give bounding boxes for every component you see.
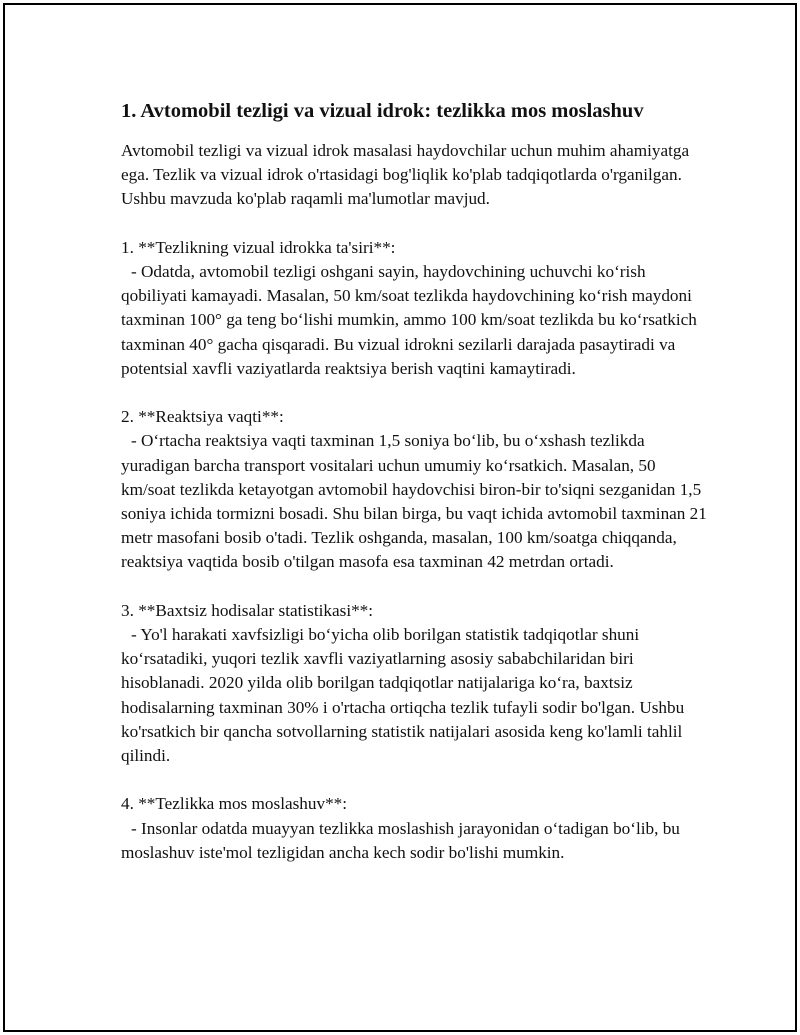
section-body-text: - O‘rtacha reaktsiya vaqti taxminan 1,5 soniya bo‘lib, bu o‘xshash tezlikda yuradigan barcha transport vositalari uchun umumiy ko‘rsatkich. Masalan, 50 km/soat tezlikda ketayotgan avtomobil haydovchisi biron-bir to'siqni sezganidan 1,5 soniya ichida tormizni bosadi. Shu bilan birga, bu vaqt ichida avtomobil taxminan 21 metr masofani bosib o'tadi. Tezlik oshganda, masalan, 100 km/soatga chiqqanda, reaktsiya vaqtida bosib o'tilgan masofa esa taxminan 42 metrdan ortadi. [121,431,707,572]
section-3 [121,599,711,768]
section-2 [121,405,711,574]
section-heading: 3. **Baxtsiz hodisalar statistikasi**: [121,600,374,620]
section-body-text: - Insonlar odatda muayyan tezlikka moslashish jarayonidan o‘tadigan bo‘lib, bu moslashuv iste'mol tezligidan ancha kech sodir bo'lishi mumkin. [121,818,680,862]
paragraph-gap [121,575,711,599]
paragraph-gap [121,381,711,405]
section-heading: 1. **Tezlikning vizual idrokka ta'siri**: [121,237,396,257]
section-4 [121,792,711,865]
section-body [121,429,711,574]
document-content [121,97,711,865]
section-body [121,260,711,381]
section-body [121,817,711,865]
section-body-text: - Odatda, avtomobil tezligi oshgani sayin, haydovchining uchuvchi ko‘rish qobiliyati kamayadi. Masalan, 50 km/soat tezlikda haydovchining ko‘rish maydoni taxminan 100° ga teng bo‘lishi mumkin, ammo 100 km/soat tezlikda bu ko‘rsatkich taxminan 40° gacha qisqaradi. Bu vizual idrokni sezilarli darajada pasaytiradi va potentsial xavfli vaziyatlarda reaktsiya berish vaqtini kamaytiradi. [121,262,697,378]
section-1 [121,236,711,381]
section-body [121,623,711,768]
section-heading: 2. **Reaktsiya vaqti**: [121,407,284,427]
document-title: 1. Avtomobil tezligi va vizual idrok: tezlikka mos moslashuv [121,100,644,122]
paragraph-gap [121,212,711,236]
section-heading: 4. **Tezlikka mos moslashuv**: [121,794,348,814]
intro-paragraph: Avtomobil tezligi va vizual idrok masalasi haydovchilar uchun muhim ahamiyatga ega. Tezlik va vizual idrok o'rtasidagi bog'liqlik ko'plab tadqiqotlarda o'rganilgan. Ushbu mavzuda ko'plab raqamli ma'lumotlar mavjud. [121,141,690,209]
section-body-text: - Yo'l harakati xavfsizligi bo‘yicha olib borilgan statistik tadqiqotlar shuni ko‘rsatadiki, yuqori tezlik xavfli vaziyatlarning asosiy sababchilaridan biri hisoblanadi. 2020 yilda olib borilgan tadqiqotlar natijalariga ko‘ra, baxtsiz hodisalarning taxminan 30% i o'rtacha ortiqcha tezlik tufayli sodir bo'lgan. Ushbu ko'rsatkich bir qancha sotvollarning statistik natijalari asosida keng ko'lamli tahlil qilindi. [121,625,685,766]
paragraph-gap [121,768,711,792]
page-frame [3,3,797,1032]
